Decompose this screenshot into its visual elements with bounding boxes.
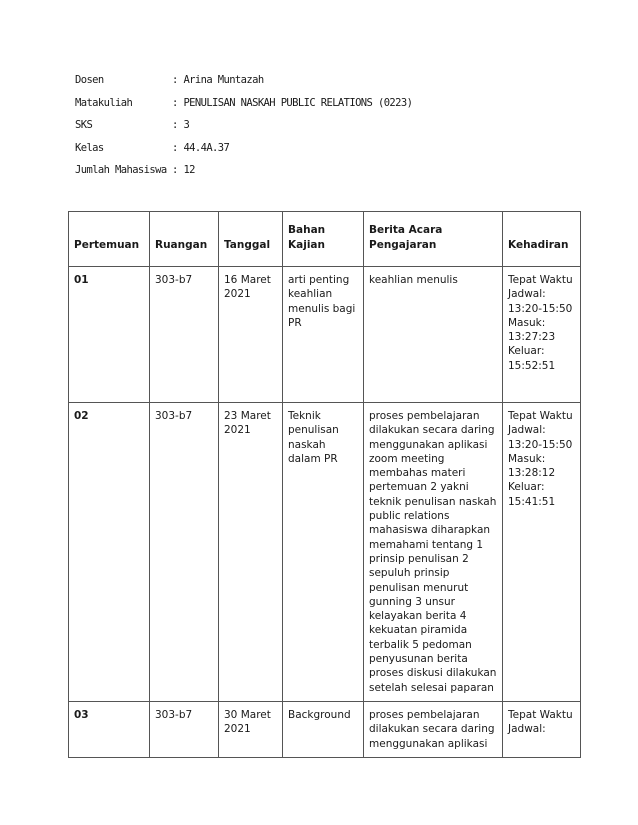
cell-bahan-kajian: arti penting keahlian menulis bagi PR xyxy=(283,267,364,403)
cell-kehadiran: Tepat Waktu Jadwal: 13:20-15:50 Masuk: 13:28:12 Keluar: 15:41:51 xyxy=(503,403,581,702)
cell-bahan-kajian: Background xyxy=(283,701,364,757)
header-kehadiran: Kehadiran xyxy=(503,212,581,267)
course-info xyxy=(75,74,412,187)
info-label: Matakuliah xyxy=(75,96,133,109)
info-value: : Arina Muntazah xyxy=(172,74,264,86)
header-ruangan: Ruangan xyxy=(150,212,219,267)
cell-pertemuan: 03 xyxy=(69,701,150,757)
cell-ruangan: 303-b7 xyxy=(150,403,219,702)
info-value: : 44.4A.37 xyxy=(172,141,230,154)
cell-ruangan: 303-b7 xyxy=(150,701,219,757)
info-row-dosen xyxy=(75,74,412,97)
cell-tanggal: 16 Maret 2021 xyxy=(219,267,283,403)
header-pertemuan: Pertemuan xyxy=(69,212,150,267)
header-berita-acara: Berita Acara Pengajaran xyxy=(364,212,503,267)
cell-bahan-kajian: Teknik penulisan naskah dalam PR xyxy=(283,403,364,702)
info-row-sks xyxy=(75,119,412,142)
info-row-matakuliah xyxy=(75,97,412,120)
cell-kehadiran: Tepat Waktu Jadwal: xyxy=(503,701,581,757)
info-row-kelas xyxy=(75,142,412,165)
info-value: : 3 xyxy=(172,119,190,131)
table-row xyxy=(69,701,581,757)
info-label: Kelas xyxy=(75,141,104,154)
attendance-table xyxy=(68,211,581,758)
table-header-row xyxy=(69,212,581,267)
info-value: : PENULISAN NASKAH PUBLIC RELATIONS (0223) xyxy=(172,96,413,109)
info-label: Dosen xyxy=(75,74,104,86)
cell-berita-acara: proses pembelajaran dilakukan secara daring menggunakan aplikasi xyxy=(364,701,503,757)
info-value: : 12 xyxy=(172,164,195,176)
cell-kehadiran: Tepat Waktu Jadwal: 13:20-15:50 Masuk: 13:27:23 Keluar: 15:52:51 xyxy=(503,267,581,403)
table-row xyxy=(69,267,581,403)
info-row-jumlah-mahasiswa xyxy=(75,164,412,187)
cell-pertemuan: 02 xyxy=(69,403,150,702)
header-tanggal: Tanggal xyxy=(219,212,283,267)
cell-tanggal: 23 Maret 2021 xyxy=(219,403,283,702)
info-label: Jumlah Mahasiswa xyxy=(75,164,167,176)
info-label: SKS xyxy=(75,119,93,131)
cell-tanggal: 30 Maret 2021 xyxy=(219,701,283,757)
cell-pertemuan: 01 xyxy=(69,267,150,403)
cell-berita-acara: proses pembelajaran dilakukan secara daring menggunakan aplikasi zoom meeting membahas materi pertemuan 2 yakni teknik penulisan naskah public relations mahasiswa diharapkan memahami tentang 1 prinsip penulisan 2 sepuluh prinsip penulisan menurut gunning 3 unsur kelayakan berita 4 kekuatan piramida terbalik 5 pedoman penyusunan berita proses diskusi dilakukan setelah selesai paparan xyxy=(364,403,503,702)
cell-berita-acara: keahlian menulis xyxy=(364,267,503,403)
header-bahan-kajian: Bahan Kajian xyxy=(283,212,364,267)
cell-ruangan: 303-b7 xyxy=(150,267,219,403)
table-row xyxy=(69,403,581,702)
